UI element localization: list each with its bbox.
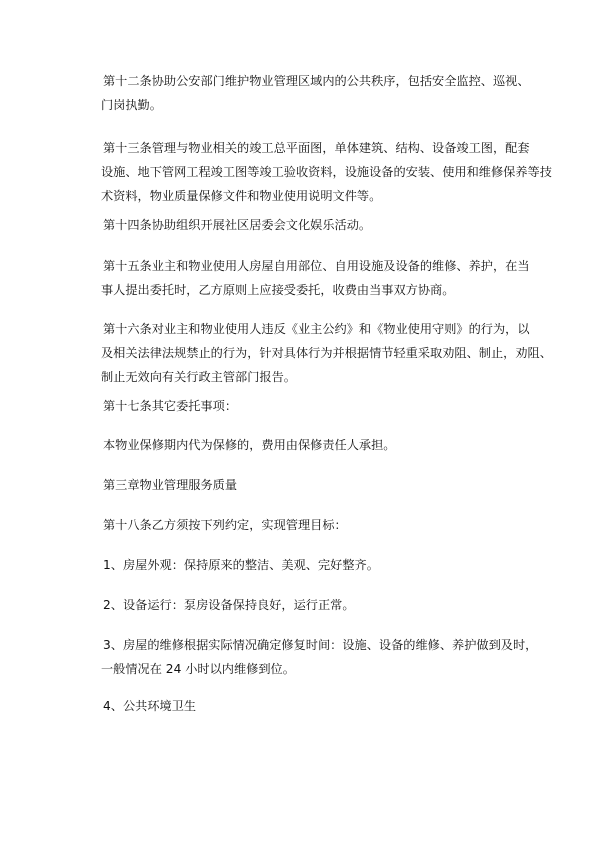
paragraph-article-17 [103,394,535,418]
list-item-3 [101,633,538,681]
list-item-2 [103,593,535,617]
list-item-1 [103,553,535,577]
paragraph-line: 一般情况在 24 小时以内维修到位。 [101,662,295,676]
paragraph-line: 2、设备运行：泵房设备保持良好，运行正常。 [103,598,355,612]
paragraph-warranty [103,433,535,457]
paragraph-line: 第十七条其它委托事项： [103,399,238,413]
paragraph-article-12 [103,69,535,117]
list-item-4 [103,694,535,718]
paragraph-line: 制止无效向有关行政主管部门报告。 [101,370,296,384]
paragraph-line: 事人提出委托时，乙方原则上应接受委托，收费由当事双方协商。 [101,283,455,297]
chapter-heading [103,473,535,497]
paragraph-line: 第十三条管理与物业相关的竣工总平面图，单体建筑、结构、设备竣工图，配套 [103,141,530,155]
paragraph-line: 及相关法律法规禁止的行为，针对具体行为并根据情节轻重采取劝阻、制止，劝阻、 [101,346,552,360]
paragraph-line: 1、房屋外观：保持原来的整洁、美观、完好整齐。 [103,558,379,572]
paragraph-line: 第十八条乙方须按下列约定，实现管理目标： [103,518,347,532]
paragraph-article-13 [101,136,552,208]
paragraph-article-18 [103,513,535,537]
paragraph-line: 术资料，物业质量保修文件和物业使用说明文件等。 [101,189,382,203]
paragraph-article-16 [101,317,552,389]
paragraph-line: 本物业保修期内代为保修的，费用由保修责任人承担。 [103,438,396,452]
paragraph-article-14 [103,213,535,237]
paragraph-line: 第十四条协助组织开展社区居委会文化娱乐活动。 [103,218,372,232]
paragraph-line: 第十五条业主和物业使用人房屋自用部位、自用设施及设备的维修、养护，在当 [103,259,530,273]
paragraph-line: 第十二条协助公安部门维护物业管理区域内的公共秩序，包括安全监控、巡视、 [103,74,530,88]
paragraph-article-15 [103,254,535,302]
paragraph-line: 3、房屋的维修根据实际情况确定修复时间：设施、设备的维修、养护做到及时， [103,638,538,652]
paragraph-line: 设施、地下管网工程竣工图等竣工验收资料，设施设备的安装、使用和维修保养等技 [101,165,552,179]
paragraph-line: 第三章物业管理服务质量 [103,478,238,492]
paragraph-line: 门岗执勤。 [101,98,162,112]
paragraph-line: 4、公共环境卫生 [103,699,197,713]
paragraph-line: 第十六条对业主和物业使用人违反《业主公约》和《物业使用守则》的行为，以 [103,322,530,336]
